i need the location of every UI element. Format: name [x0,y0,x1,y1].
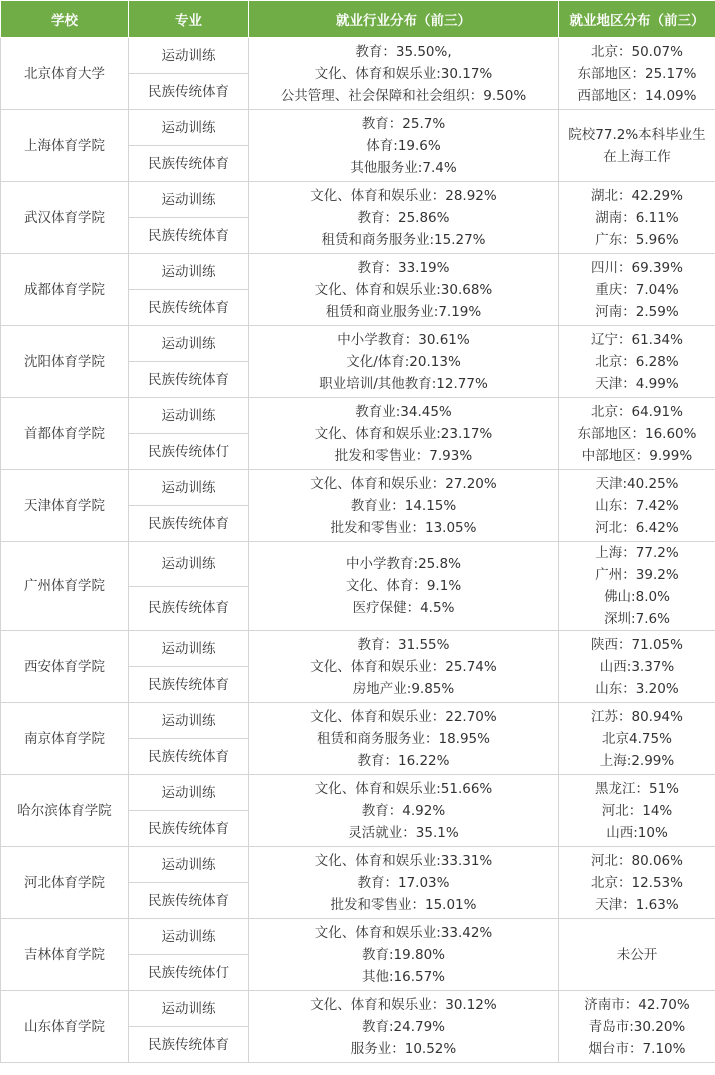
school-name: 河北体育学院 [1,847,129,919]
major-name: 民族传统体育 [129,739,249,775]
table-row [1,631,715,667]
major-name: 民族传统体仃 [129,955,249,991]
industry-entry: 中小学教育：30.61% [337,331,470,348]
industry-entry: 批发和零售业：15.01% [330,896,477,913]
major-name: 运动训练 [129,919,249,955]
industry-entry: 房地产业:9.85% [352,680,455,697]
industry-entry: 文化、体育和娱乐业:51.66% [314,780,493,797]
region-entry: 湖北：42.29% [591,187,683,204]
industry-entry: 体育:19.6% [366,137,441,154]
industry-distribution [249,470,559,542]
industry-distribution [249,182,559,254]
region-entry: 北京：64.91% [591,403,683,420]
region-entry: 天津:40.25% [595,475,679,492]
table-row [1,182,715,218]
table-body [1,38,715,1063]
major-name: 运动训练 [129,182,249,218]
region-entry: 天津：4.99% [595,375,679,392]
region-entry: 中部地区：9.99% [581,447,693,464]
industry-distribution [249,919,559,991]
major-name: 运动训练 [129,542,249,587]
region-distribution [559,110,715,182]
school-name: 哈尔滨体育学院 [1,775,129,847]
region-entry: 湖南：6.11% [595,209,679,226]
region-entry: 深圳:7.6% [604,611,670,627]
industry-entry: 文化、体育和娱乐业：25.74% [310,658,497,675]
header-region: 就业地区分布（前三） [559,1,715,38]
industry-entry: 教育：35.50%, [355,43,452,60]
major-name: 运动训练 [129,847,249,883]
region-entry: 东部地区：25.17% [577,65,697,82]
industry-entry: 教育:24.79% [361,1018,446,1035]
table-row [1,38,715,74]
major-name: 运动训练 [129,470,249,506]
region-distribution [559,182,715,254]
industry-distribution [249,991,559,1063]
school-name: 首都体育学院 [1,398,129,470]
school-name: 武汉体育学院 [1,182,129,254]
region-distribution [559,398,715,470]
major-name: 民族传统体育 [129,506,249,542]
region-entry: 北京：6.28% [595,353,679,370]
region-distribution [559,919,715,991]
header-major: 专业 [129,1,249,38]
table-row [1,542,715,587]
industry-entry: 文化、体育：9.1% [345,578,462,594]
industry-entry: 文化、体育和娱乐业：22.70% [310,708,497,725]
region-entry: 重庆：7.04% [595,281,679,298]
region-entry: 天津：1.63% [595,896,679,913]
major-name: 运动训练 [129,703,249,739]
region-entry: 广州：39.2% [595,567,679,583]
table-row [1,991,715,1027]
industry-entry: 文化、体育和娱乐业:33.31% [314,852,493,869]
major-name: 民族传统体育 [129,1027,249,1063]
region-distribution [559,703,715,775]
region-entry: 在上海工作 [603,148,671,165]
region-entry: 四川：69.39% [591,259,683,276]
industry-entry: 教育：17.03% [357,874,450,891]
industry-entry: 文化、体育和娱乐业:33.42% [314,924,493,941]
industry-entry: 教育：25.86% [357,209,450,226]
region-distribution [559,991,715,1063]
region-distribution [559,631,715,703]
industry-entry: 职业培训/其他教育:12.77% [319,375,488,392]
industry-entry: 教育业:34.45% [355,403,452,420]
industry-distribution [249,398,559,470]
school-name: 天津体育学院 [1,470,129,542]
industry-entry: 教育业：14.15% [350,497,457,514]
region-distribution [559,542,715,631]
major-name: 运动训练 [129,631,249,667]
industry-distribution [249,542,559,631]
region-entry: 河北：14% [601,802,673,819]
school-name: 沈阳体育学院 [1,326,129,398]
region-entry: 未公开 [616,946,658,963]
school-name: 北京体育大学 [1,38,129,110]
school-name: 西安体育学院 [1,631,129,703]
industry-entry: 医疗保健：4.5% [352,600,455,616]
header-industry: 就业行业分布（前三） [249,1,559,38]
industry-entry: 教育:19.80% [361,946,446,963]
industry-entry: 教育：4.92% [361,802,446,819]
industry-distribution [249,110,559,182]
region-entry: 烟台市：7.10% [588,1040,686,1057]
industry-entry: 文化、体育和娱乐业：28.92% [310,187,497,204]
major-name: 民族传统体仃 [129,434,249,470]
region-entry: 河南：2.59% [595,303,679,320]
header-row [1,1,715,38]
industry-entry: 服务业：10.52% [350,1040,457,1057]
region-entry: 江苏：80.94% [591,708,683,725]
table-row [1,919,715,955]
industry-entry: 租赁和商业服务业:7.19% [325,303,482,320]
region-entry: 上海:2.99% [599,752,675,769]
school-name: 南京体育学院 [1,703,129,775]
region-distribution [559,847,715,919]
industry-entry: 教育：16.22% [357,752,450,769]
region-distribution [559,775,715,847]
region-entry: 北京4.75% [602,730,672,747]
region-entry: 山东：7.42% [595,497,679,514]
major-name: 民族传统体育 [129,586,249,631]
major-name: 运动训练 [129,398,249,434]
table-row [1,775,715,811]
school-name: 山东体育学院 [1,991,129,1063]
school-name: 成都体育学院 [1,254,129,326]
industry-entry: 租赁和商务服务业：18.95% [317,730,490,747]
major-name: 民族传统体育 [129,146,249,182]
region-entry: 山西:3.37% [599,658,675,675]
school-name: 广州体育学院 [1,542,129,631]
region-entry: 陕西：71.05% [591,636,683,653]
industry-entry: 教育：33.19% [357,259,450,276]
industry-entry: 租赁和商务服务业:15.27% [321,231,486,248]
table-row [1,847,715,883]
major-name: 民族传统体育 [129,290,249,326]
industry-distribution [249,775,559,847]
major-name: 民族传统体育 [129,667,249,703]
region-entry: 北京：50.07% [591,43,683,60]
major-name: 民族传统体育 [129,811,249,847]
region-entry: 广东：5.96% [595,231,679,248]
region-entry: 河北：6.42% [595,519,679,536]
region-entry: 辽宁：61.34% [591,331,683,348]
industry-entry: 其他:16.57% [361,968,446,985]
industry-distribution [249,703,559,775]
region-entry: 佛山:8.0% [604,589,670,605]
industry-distribution [249,38,559,110]
industry-entry: 公共管理、社会保障和社会组织：9.50% [280,87,527,104]
industry-distribution [249,254,559,326]
major-name: 运动训练 [129,991,249,1027]
table-row [1,470,715,506]
table-row [1,398,715,434]
industry-entry: 文化、体育和娱乐业:30.68% [314,281,493,298]
region-distribution [559,470,715,542]
major-name: 运动训练 [129,110,249,146]
region-entry: 北京：12.53% [591,874,683,891]
table-row [1,110,715,146]
industry-distribution [249,631,559,703]
region-entry: 山西:10% [606,824,668,841]
region-distribution [559,38,715,110]
industry-entry: 文化、体育和娱乐业：30.12% [310,996,497,1013]
header-school: 学校 [1,1,129,38]
industry-entry: 文化/体育:20.13% [346,353,461,370]
industry-entry: 文化、体育和娱乐业:30.17% [314,65,493,82]
industry-distribution [249,326,559,398]
industry-entry: 中小学教育:25.8% [346,556,461,572]
region-entry: 河北：80.06% [591,852,683,869]
industry-entry: 教育：25.7% [361,115,446,132]
region-distribution [559,254,715,326]
region-entry: 东部地区：16.60% [577,425,697,442]
region-distribution [559,326,715,398]
major-name: 运动训练 [129,38,249,74]
major-name: 民族传统体育 [129,218,249,254]
region-entry: 院校77.2%本科毕业生 [568,126,706,143]
region-entry: 西部地区：14.09% [577,87,697,104]
school-name: 上海体育学院 [1,110,129,182]
industry-entry: 文化、体育和娱乐业：27.20% [310,475,497,492]
industry-entry: 文化、体育和娱乐业:23.17% [314,425,493,442]
major-name: 民族传统体育 [129,883,249,919]
industry-entry: 其他服务业:7.4% [350,159,457,176]
major-name: 运动训练 [129,254,249,290]
school-name: 吉林体育学院 [1,919,129,991]
region-entry: 济南市：42.70% [584,996,690,1013]
industry-distribution [249,847,559,919]
table-row [1,326,715,362]
major-name: 民族传统体育 [129,362,249,398]
major-name: 运动训练 [129,775,249,811]
table-row [1,254,715,290]
industry-entry: 批发和零售业：13.05% [330,519,477,536]
region-entry: 山东：3.20% [595,680,679,697]
industry-entry: 批发和零售业：7.93% [334,447,473,464]
industry-entry: 教育：31.55% [357,636,450,653]
table-row [1,703,715,739]
major-name: 民族传统体育 [129,74,249,110]
industry-entry: 灵活就业：35.1% [348,824,459,841]
major-name: 运动训练 [129,326,249,362]
region-entry: 青岛市:30.20% [588,1018,686,1035]
region-entry: 上海：77.2% [595,545,679,561]
region-entry: 黑龙江：51% [594,780,679,797]
